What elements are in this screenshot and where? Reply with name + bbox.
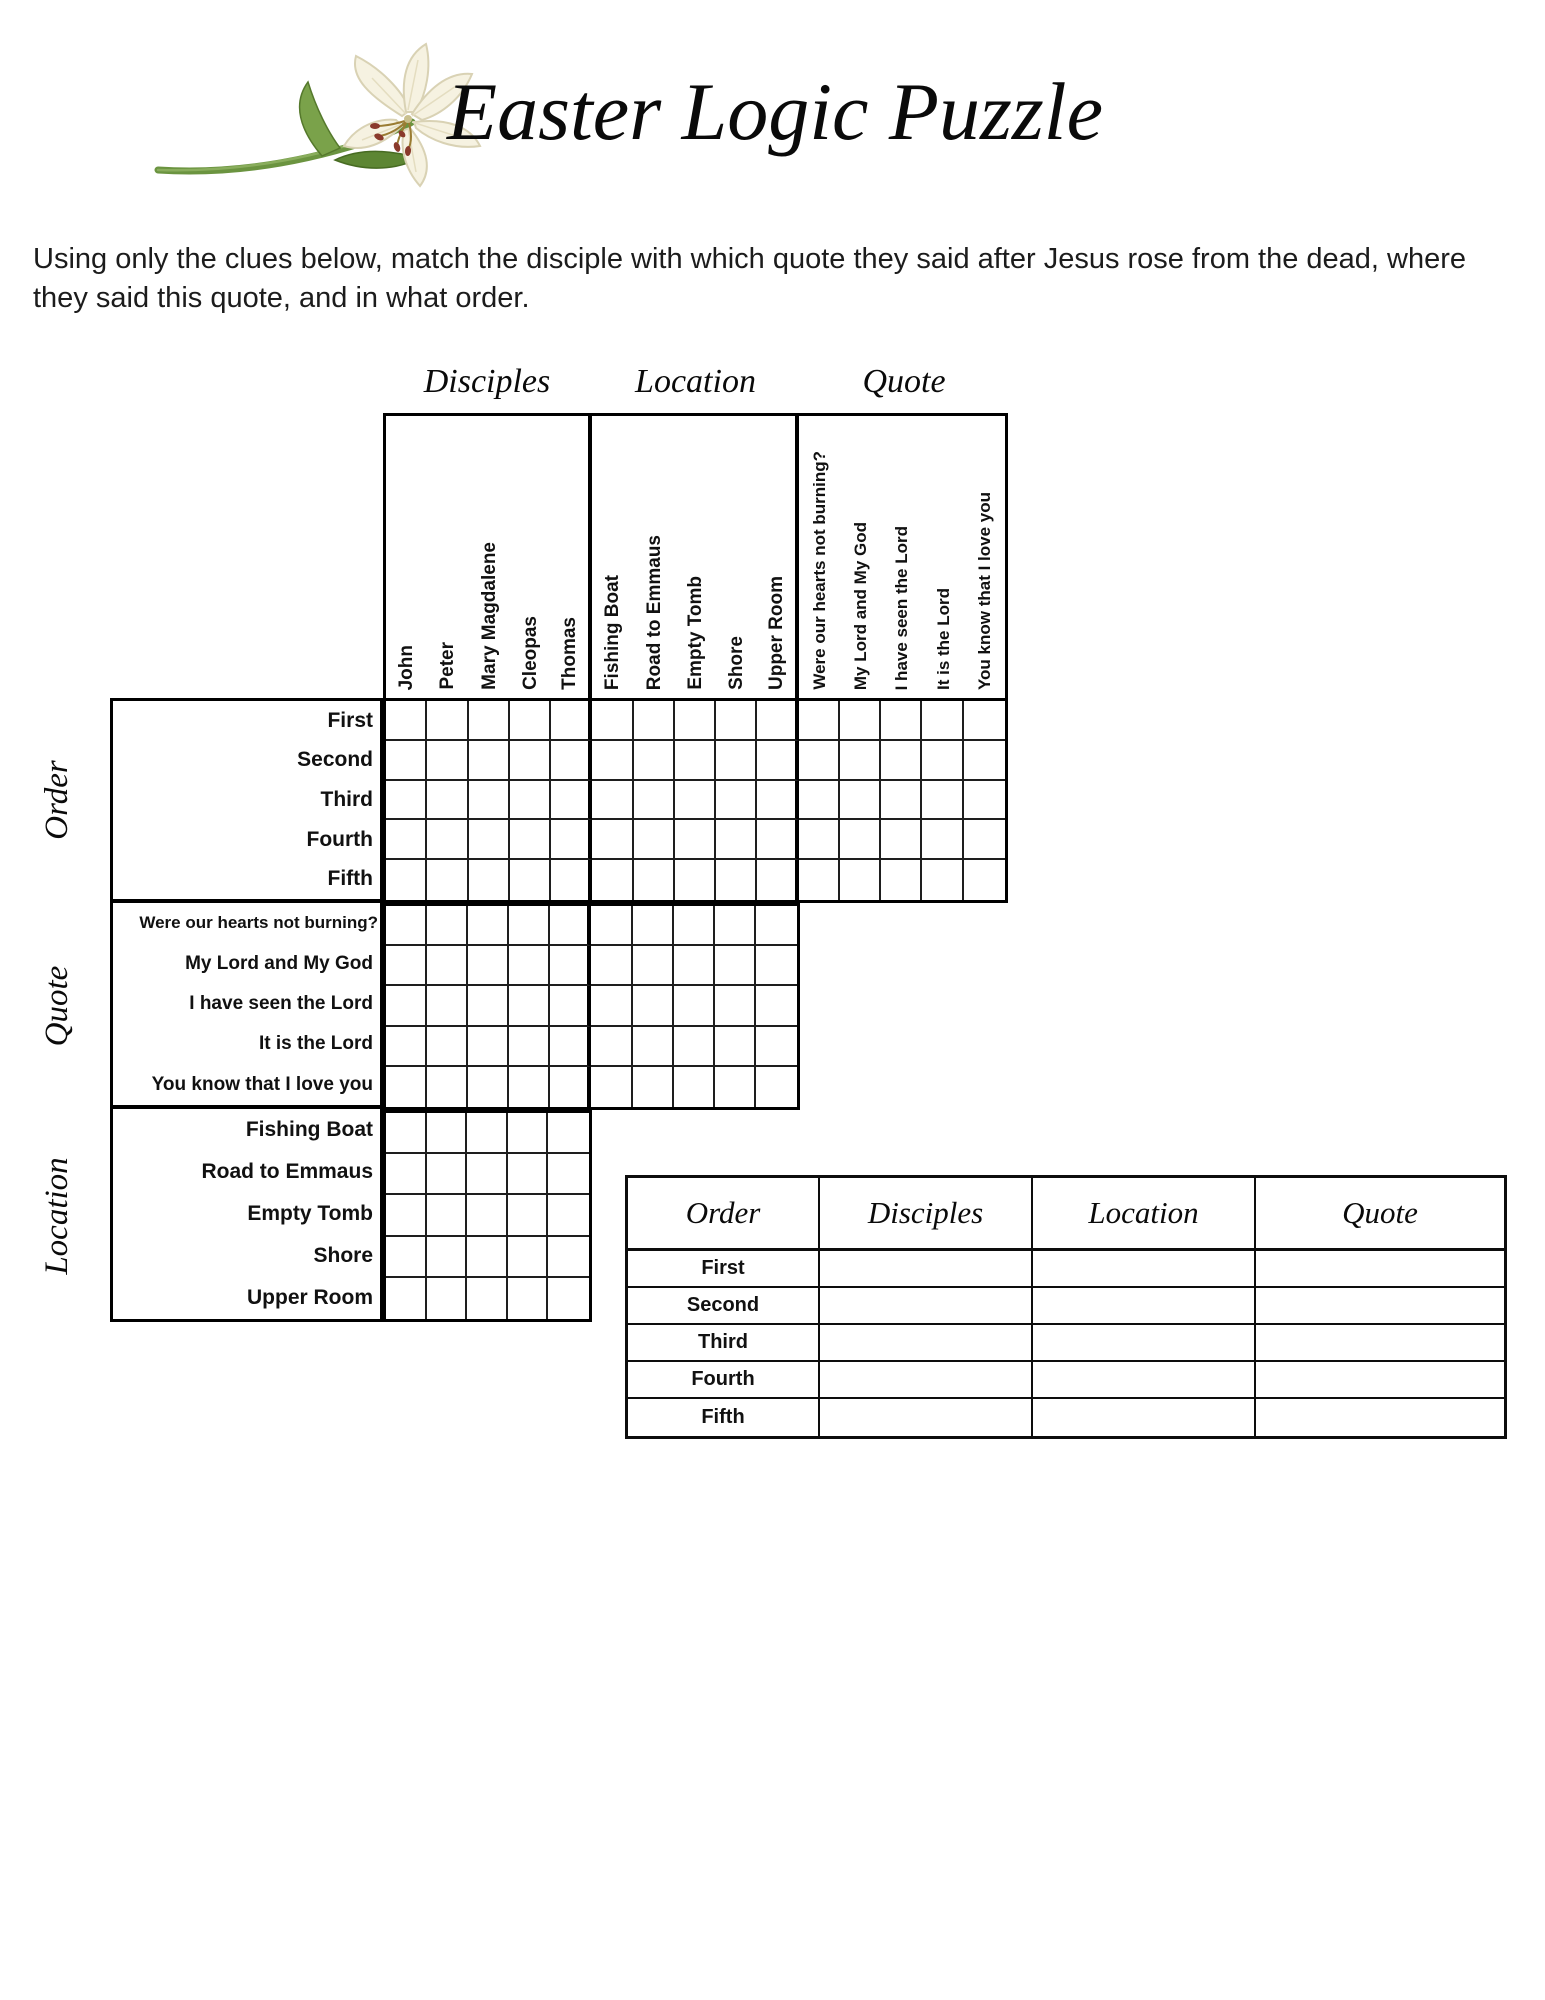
column-label xyxy=(386,416,427,698)
row-label: Upper Room xyxy=(247,1286,373,1309)
answer-header-order: Order xyxy=(628,1178,820,1251)
grid-cell[interactable] xyxy=(427,1027,468,1067)
grid-cell[interactable] xyxy=(592,781,633,821)
answer-row-label: Fourth xyxy=(628,1362,820,1399)
grid-cell[interactable] xyxy=(716,860,757,900)
row-label: Second xyxy=(297,748,373,772)
column-label-text: Road to Emmaus xyxy=(643,534,665,690)
grid-cell[interactable] xyxy=(509,1067,550,1107)
answer-cell[interactable] xyxy=(1033,1288,1256,1325)
column-group-header-disciples: Disciples xyxy=(423,363,551,400)
answer-cell[interactable] xyxy=(1256,1325,1504,1362)
row-group-label-quote: Quote xyxy=(39,965,75,1047)
grid-cell[interactable] xyxy=(550,986,591,1026)
grid-cell[interactable] xyxy=(840,820,881,860)
grid-cell[interactable] xyxy=(922,701,963,741)
grid-cell[interactable] xyxy=(427,1154,468,1195)
column-label-text: I have seen the Lord xyxy=(892,525,912,690)
column-label xyxy=(922,416,963,698)
column-headers xyxy=(383,413,1008,698)
column-label-text: Mary Magdalene xyxy=(478,542,500,690)
grid-cell[interactable] xyxy=(715,946,756,986)
answer-cell[interactable] xyxy=(1256,1399,1504,1436)
grid-cell[interactable] xyxy=(427,701,468,741)
column-label xyxy=(881,416,922,698)
grid-cell[interactable] xyxy=(799,820,840,860)
grid-cell[interactable] xyxy=(633,906,674,946)
row-label: Road to Emmaus xyxy=(201,1160,373,1183)
grid-cell[interactable] xyxy=(508,1113,549,1154)
grid-cell[interactable] xyxy=(468,906,509,946)
grid-cell[interactable] xyxy=(799,741,840,781)
answer-row-label: First xyxy=(628,1251,820,1288)
grid-cell[interactable] xyxy=(427,860,468,900)
answer-cell[interactable] xyxy=(820,1362,1033,1399)
grid-cell[interactable] xyxy=(386,701,427,741)
grid-cell[interactable] xyxy=(757,741,798,781)
row-label: Were our hearts not burning? xyxy=(139,913,378,933)
grid-cell[interactable] xyxy=(427,906,468,946)
row-label: I have seen the Lord xyxy=(189,992,373,1014)
grid-cell[interactable] xyxy=(922,741,963,781)
grid-cell[interactable] xyxy=(592,860,633,900)
grid-cell[interactable] xyxy=(675,741,716,781)
grid-cell[interactable] xyxy=(427,1195,468,1236)
answer-cell[interactable] xyxy=(1033,1362,1256,1399)
column-label xyxy=(964,416,1005,698)
grid-cell[interactable] xyxy=(467,1113,508,1154)
grid-cell[interactable] xyxy=(964,860,1005,900)
page-title: Easter Logic Puzzle xyxy=(447,66,1103,157)
grid-cell[interactable] xyxy=(510,820,551,860)
grid-cell[interactable] xyxy=(469,701,510,741)
grid-cell[interactable] xyxy=(548,1237,589,1278)
row-labels xyxy=(110,698,383,1322)
grid-cell[interactable] xyxy=(634,860,675,900)
column-label xyxy=(510,416,551,698)
column-label xyxy=(427,416,468,698)
grid-cell[interactable] xyxy=(964,820,1005,860)
grid-cell[interactable] xyxy=(509,1027,550,1067)
grid-cell[interactable] xyxy=(591,946,632,986)
column-label-text: Upper Room xyxy=(765,576,787,690)
grid-cell[interactable] xyxy=(510,860,551,900)
grid-cell[interactable] xyxy=(386,1195,427,1236)
grid-cell[interactable] xyxy=(427,1237,468,1278)
row-label: First xyxy=(327,708,373,732)
answer-cell[interactable] xyxy=(1033,1399,1256,1436)
grid-cell[interactable] xyxy=(633,986,674,1026)
row-label: Fifth xyxy=(327,867,373,891)
answer-row-label: Second xyxy=(628,1288,820,1325)
grid-cell[interactable] xyxy=(633,946,674,986)
grid-cell[interactable] xyxy=(548,1154,589,1195)
grid-cell[interactable] xyxy=(634,781,675,821)
answer-row-label: Third xyxy=(628,1325,820,1362)
grid-cell[interactable] xyxy=(964,741,1005,781)
grid-cell[interactable] xyxy=(551,860,592,900)
grid-cell[interactable] xyxy=(548,1278,589,1319)
grid-cell[interactable] xyxy=(675,820,716,860)
grid-cell[interactable] xyxy=(799,860,840,900)
grid-cell[interactable] xyxy=(468,1067,509,1107)
grid-cell[interactable] xyxy=(592,701,633,741)
grid-cell[interactable] xyxy=(799,701,840,741)
grid-cell[interactable] xyxy=(468,986,509,1026)
row-label: It is the Lord xyxy=(259,1033,373,1055)
column-label-text: You know that I love you xyxy=(974,491,994,690)
grid-cell[interactable] xyxy=(550,1027,591,1067)
column-label xyxy=(799,416,840,698)
grid-cell[interactable] xyxy=(467,1278,508,1319)
grid-cell[interactable] xyxy=(386,781,427,821)
column-label xyxy=(592,416,633,698)
grid-cell[interactable] xyxy=(386,946,427,986)
grid-cell[interactable] xyxy=(964,701,1005,741)
column-label xyxy=(469,416,510,698)
grid-cell[interactable] xyxy=(964,781,1005,821)
column-label xyxy=(634,416,675,698)
column-label-text: John xyxy=(396,644,418,690)
answer-cell[interactable] xyxy=(820,1325,1033,1362)
grid-cell[interactable] xyxy=(551,701,592,741)
grid-cell[interactable] xyxy=(550,946,591,986)
grid-cell[interactable] xyxy=(510,741,551,781)
grid-cell[interactable] xyxy=(881,781,922,821)
answer-cell[interactable] xyxy=(1256,1288,1504,1325)
grid-cell[interactable] xyxy=(757,701,798,741)
column-label-text: Empty Tomb xyxy=(684,576,706,690)
answer-header-disciples: Disciples xyxy=(820,1178,1033,1251)
answer-cell[interactable] xyxy=(820,1288,1033,1325)
grid-cell[interactable] xyxy=(467,1237,508,1278)
grid-cell[interactable] xyxy=(881,820,922,860)
grid-cell[interactable] xyxy=(510,781,551,821)
grid-band-order xyxy=(383,698,1008,903)
row-label: Shore xyxy=(313,1244,373,1267)
grid-band-quote xyxy=(383,903,800,1110)
grid-cell[interactable] xyxy=(757,781,798,821)
grid-cell[interactable] xyxy=(427,741,468,781)
grid-cell[interactable] xyxy=(386,1027,427,1067)
order-row-labels xyxy=(113,701,380,903)
column-label-text: Shore xyxy=(726,636,748,690)
grid-cell[interactable] xyxy=(757,820,798,860)
grid-cell[interactable] xyxy=(427,781,468,821)
grid-cell[interactable] xyxy=(427,820,468,860)
grid-band-location xyxy=(383,1110,592,1322)
grid-cell[interactable] xyxy=(427,1113,468,1154)
grid-cell[interactable] xyxy=(427,1278,468,1319)
answer-cell[interactable] xyxy=(1033,1251,1256,1288)
grid-cell[interactable] xyxy=(469,820,510,860)
grid-cell[interactable] xyxy=(756,1027,797,1067)
column-label-text: Peter xyxy=(437,642,459,690)
grid-cell[interactable] xyxy=(386,741,427,781)
answer-cell[interactable] xyxy=(1033,1325,1256,1362)
grid-cell[interactable] xyxy=(510,701,551,741)
grid-cell[interactable] xyxy=(633,1067,674,1107)
grid-cell[interactable] xyxy=(674,1067,715,1107)
grid-cell[interactable] xyxy=(467,1195,508,1236)
grid-cell[interactable] xyxy=(716,741,757,781)
grid-cell[interactable] xyxy=(591,1067,632,1107)
grid-cell[interactable] xyxy=(715,986,756,1026)
grid-cell[interactable] xyxy=(591,906,632,946)
column-label xyxy=(675,416,716,698)
grid-cell[interactable] xyxy=(716,781,757,821)
row-group-label-order: Order xyxy=(39,760,75,840)
grid-cell[interactable] xyxy=(508,1237,549,1278)
answer-cell[interactable] xyxy=(820,1399,1033,1436)
grid-cell[interactable] xyxy=(386,1237,427,1278)
grid-cell[interactable] xyxy=(386,906,427,946)
grid-cell[interactable] xyxy=(386,1113,427,1154)
grid-cell[interactable] xyxy=(716,701,757,741)
grid-cell[interactable] xyxy=(840,701,881,741)
grid-cell[interactable] xyxy=(715,1027,756,1067)
grid-cell[interactable] xyxy=(674,946,715,986)
grid-cell[interactable] xyxy=(840,741,881,781)
column-group-header-quote: Quote xyxy=(862,363,946,400)
grid-cell[interactable] xyxy=(634,741,675,781)
grid-cell[interactable] xyxy=(922,820,963,860)
column-label-text: Cleopas xyxy=(519,616,541,690)
grid-cell[interactable] xyxy=(468,1027,509,1067)
grid-cell[interactable] xyxy=(756,946,797,986)
grid-cell[interactable] xyxy=(756,906,797,946)
column-label-text: Fishing Boat xyxy=(602,574,624,690)
grid-cell[interactable] xyxy=(881,701,922,741)
grid-cell[interactable] xyxy=(634,820,675,860)
grid-cell[interactable] xyxy=(386,860,427,900)
answer-row-label: Fifth xyxy=(628,1399,820,1436)
column-group-header-location: Location xyxy=(635,363,756,400)
grid-cell[interactable] xyxy=(469,741,510,781)
row-label: Third xyxy=(320,787,373,811)
grid-cell[interactable] xyxy=(592,741,633,781)
grid-cell[interactable] xyxy=(427,946,468,986)
row-label: Fourth xyxy=(306,827,373,851)
grid-cell[interactable] xyxy=(509,906,550,946)
grid-cell[interactable] xyxy=(634,701,675,741)
grid-cell[interactable] xyxy=(881,741,922,781)
grid-cell[interactable] xyxy=(922,781,963,821)
row-label: Empty Tomb xyxy=(247,1202,373,1225)
grid-cell[interactable] xyxy=(592,820,633,860)
row-label: Fishing Boat xyxy=(245,1118,373,1141)
column-label xyxy=(757,416,798,698)
grid-cell[interactable] xyxy=(508,1278,549,1319)
grid-cell[interactable] xyxy=(550,906,591,946)
grid-cell[interactable] xyxy=(548,1113,589,1154)
grid-cell[interactable] xyxy=(469,781,510,821)
grid-cell[interactable] xyxy=(508,1195,549,1236)
answer-header-location: Location xyxy=(1033,1178,1256,1251)
grid-cell[interactable] xyxy=(922,860,963,900)
grid-cell[interactable] xyxy=(469,860,510,900)
grid-cell[interactable] xyxy=(633,1027,674,1067)
grid-cell[interactable] xyxy=(386,820,427,860)
grid-cell[interactable] xyxy=(551,781,592,821)
column-label xyxy=(716,416,757,698)
grid-cell[interactable] xyxy=(675,701,716,741)
grid-cell[interactable] xyxy=(716,820,757,860)
row-label: My Lord and My God xyxy=(185,952,373,974)
grid-cell[interactable] xyxy=(551,820,592,860)
answer-cell[interactable] xyxy=(820,1251,1033,1288)
grid-cell[interactable] xyxy=(757,860,798,900)
grid-cell[interactable] xyxy=(509,946,550,986)
row-label: You know that I love you xyxy=(151,1073,373,1095)
answer-header-quote: Quote xyxy=(1256,1178,1504,1251)
instructions-text: Using only the clues below, match the disciple with which quote they said after Jesus rose from the dead, where they said this quote, and in what order. xyxy=(33,243,1467,314)
grid-cell[interactable] xyxy=(386,1278,427,1319)
grid-cell[interactable] xyxy=(427,986,468,1026)
row-group-label-location: Location xyxy=(39,1157,75,1275)
grid-cell[interactable] xyxy=(756,1067,797,1107)
answer-cell[interactable] xyxy=(1256,1251,1504,1288)
grid-cell[interactable] xyxy=(881,860,922,900)
location-row-labels xyxy=(113,1109,380,1319)
grid-cell[interactable] xyxy=(386,986,427,1026)
grid-cell[interactable] xyxy=(508,1154,549,1195)
column-label-text: Were our hearts not burning? xyxy=(809,451,829,690)
grid-cell[interactable] xyxy=(840,860,881,900)
grid-cell[interactable] xyxy=(509,986,550,1026)
grid-cell[interactable] xyxy=(674,986,715,1026)
column-label xyxy=(551,416,592,698)
quote-row-labels xyxy=(113,903,380,1109)
grid-cell[interactable] xyxy=(386,1067,427,1107)
grid-cell[interactable] xyxy=(591,1027,632,1067)
grid-cell[interactable] xyxy=(467,1154,508,1195)
grid-cell[interactable] xyxy=(591,986,632,1026)
grid-cell[interactable] xyxy=(468,946,509,986)
answer-cell[interactable] xyxy=(1256,1362,1504,1399)
column-label-text: It is the Lord xyxy=(933,588,953,690)
column-label-text: Thomas xyxy=(559,617,581,690)
grid-cell[interactable] xyxy=(427,1067,468,1107)
grid-cell[interactable] xyxy=(551,741,592,781)
grid-cell[interactable] xyxy=(675,781,716,821)
grid-cell[interactable] xyxy=(840,781,881,821)
grid-cell[interactable] xyxy=(548,1195,589,1236)
grid-cell[interactable] xyxy=(550,1067,591,1107)
grid-cell[interactable] xyxy=(674,906,715,946)
grid-cell[interactable] xyxy=(715,906,756,946)
column-label-text: My Lord and My God xyxy=(851,521,871,690)
answer-table xyxy=(625,1175,1507,1439)
grid-cell[interactable] xyxy=(675,860,716,900)
grid-cell[interactable] xyxy=(756,986,797,1026)
grid-cell[interactable] xyxy=(674,1027,715,1067)
grid-cell[interactable] xyxy=(799,781,840,821)
grid-cell[interactable] xyxy=(386,1154,427,1195)
column-label xyxy=(840,416,881,698)
grid-cell[interactable] xyxy=(715,1067,756,1107)
